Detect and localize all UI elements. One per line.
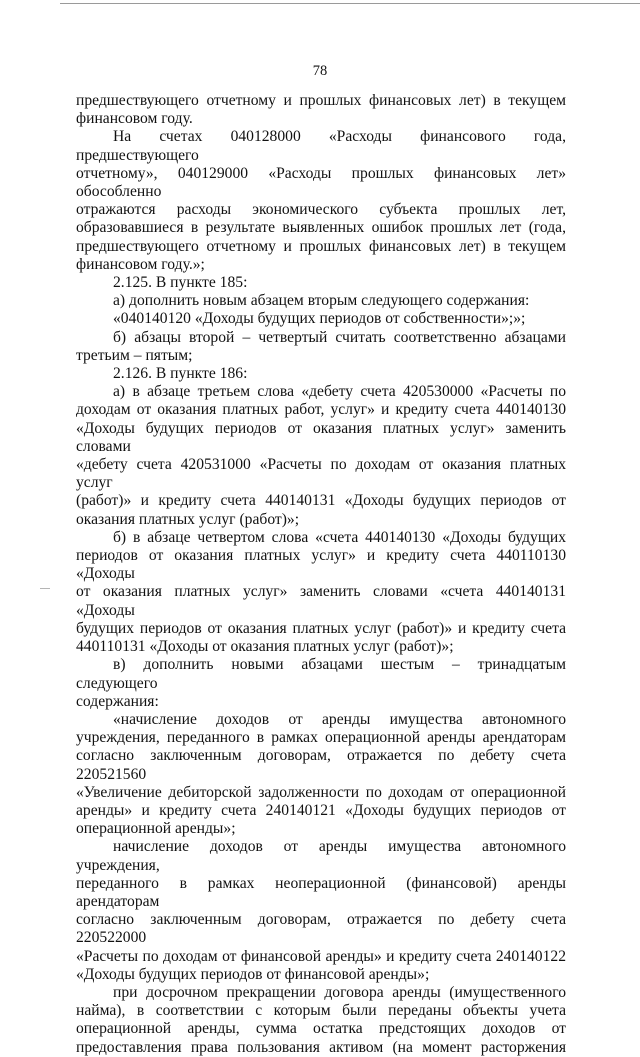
top-border-line bbox=[60, 3, 640, 4]
text-line: «дебету счета 420531000 «Расчеты по доходам от оказания платных услуг bbox=[76, 456, 566, 492]
text-line: 2.126. В пункте 186: bbox=[113, 365, 248, 383]
text-line: от оказания платных услуг» заменить словами «счета 440140131 «Доходы bbox=[76, 583, 566, 619]
text-line: согласно заключенным договорам, отражается по дебету счета 220522000 bbox=[76, 911, 566, 947]
text-line: аренды» и кредиту счета 240140121 «Доходы будущих периодов от bbox=[76, 801, 566, 819]
text-line: в) дополнить новыми абзацами шестым – тринадцатым следующего bbox=[76, 656, 566, 692]
text-line: «Доходы будущих периодов от оказания платных услуг» заменить словами bbox=[76, 419, 566, 455]
text-line: оказания платных услуг (работ)»; bbox=[76, 510, 300, 528]
text-line: предшествующего отчетному и прошлых финансовых лет) в текущем bbox=[76, 92, 566, 109]
text-line: «Расчеты по доходам от финансовой аренды» и кредиту счета 240140122 bbox=[76, 947, 566, 965]
text-line: будущих периодов от оказания платных услуг (работ)» и кредиту счета bbox=[76, 619, 566, 637]
text-line: финансовом году. bbox=[76, 110, 193, 128]
text-line: содержания: bbox=[76, 692, 159, 710]
text-line: операционной аренды»; bbox=[76, 820, 236, 838]
text-line: согласно заключенным договорам, отражается по дебету счета 220521560 bbox=[76, 747, 566, 783]
text-line: переданного в рамках неоперационной (финансовой) аренды арендаторам bbox=[76, 874, 566, 910]
text-line: операционной аренды, сумма остатка предстоящих доходов от bbox=[76, 1020, 566, 1038]
text-line: предшествующего отчетному и прошлых финансовых лет) в текущем bbox=[76, 237, 566, 255]
text-line: найма), в соответствии с которым были переданы объекты учета bbox=[76, 1002, 566, 1020]
text-line: отчетному», 040129000 «Расходы прошлых финансовых лет» обособленно bbox=[76, 164, 566, 201]
text-line: периодов от оказания платных услуг» и кредиту счета 440110130 «Доходы bbox=[76, 547, 566, 583]
text-line: начисление доходов от аренды имущества автономного учреждения, bbox=[76, 838, 566, 874]
text-line: б) абзацы второй – четвертый считать соответственно абзацами bbox=[113, 328, 566, 346]
text-line: б) в абзаце четвертом слова «счета 440140130 «Доходы будущих bbox=[113, 528, 566, 546]
text-line: третьим – пятым; bbox=[76, 346, 193, 364]
text-line: (работ)» и кредиту счета 440140131 «Доходы будущих периодов от bbox=[76, 492, 566, 510]
text-line: «Доходы будущих периодов от финансовой аренды»; bbox=[76, 965, 430, 983]
document-body bbox=[76, 92, 566, 1057]
text-line: при досрочном прекращении договора аренды (имущественного bbox=[113, 983, 566, 1001]
text-line: «Увеличение дебиторской задолженности по доходам от операционной bbox=[76, 783, 566, 801]
page-number: 78 bbox=[312, 63, 328, 79]
text-line: финансовом году.»; bbox=[76, 255, 205, 273]
text-line: отражаются расходы экономического субъекта прошлых лет, bbox=[76, 201, 566, 219]
text-line: предоставления права пользования активом (на момент расторжения bbox=[76, 1038, 566, 1056]
text-line: 2.125. В пункте 185: bbox=[113, 274, 248, 292]
text-line: доходам от оказания платных работ, услуг» и кредиту счета 440140130 bbox=[76, 401, 566, 419]
text-line: учреждения, переданного в рамках операционной аренды арендаторам bbox=[76, 729, 566, 747]
text-line: образовавшиеся в результате выявленных ошибок прошлых лет (года, bbox=[76, 219, 566, 237]
scan-mark bbox=[40, 588, 50, 589]
text-line: На счетах 040128000 «Расходы финансового года, предшествующего bbox=[76, 128, 566, 164]
text-line: а) в абзаце третьем слова «дебету счета 420530000 «Расчеты по bbox=[113, 383, 566, 401]
text-line: а) дополнить новым абзацем вторым следующего содержания: bbox=[113, 292, 530, 310]
text-line: «начисление доходов от аренды имущества автономного bbox=[113, 710, 566, 728]
text-line: 440110131 «Доходы от оказания платных услуг (работ)»; bbox=[76, 638, 454, 656]
text-line: «040140120 «Доходы будущих периодов от собственности»;»; bbox=[113, 310, 526, 328]
